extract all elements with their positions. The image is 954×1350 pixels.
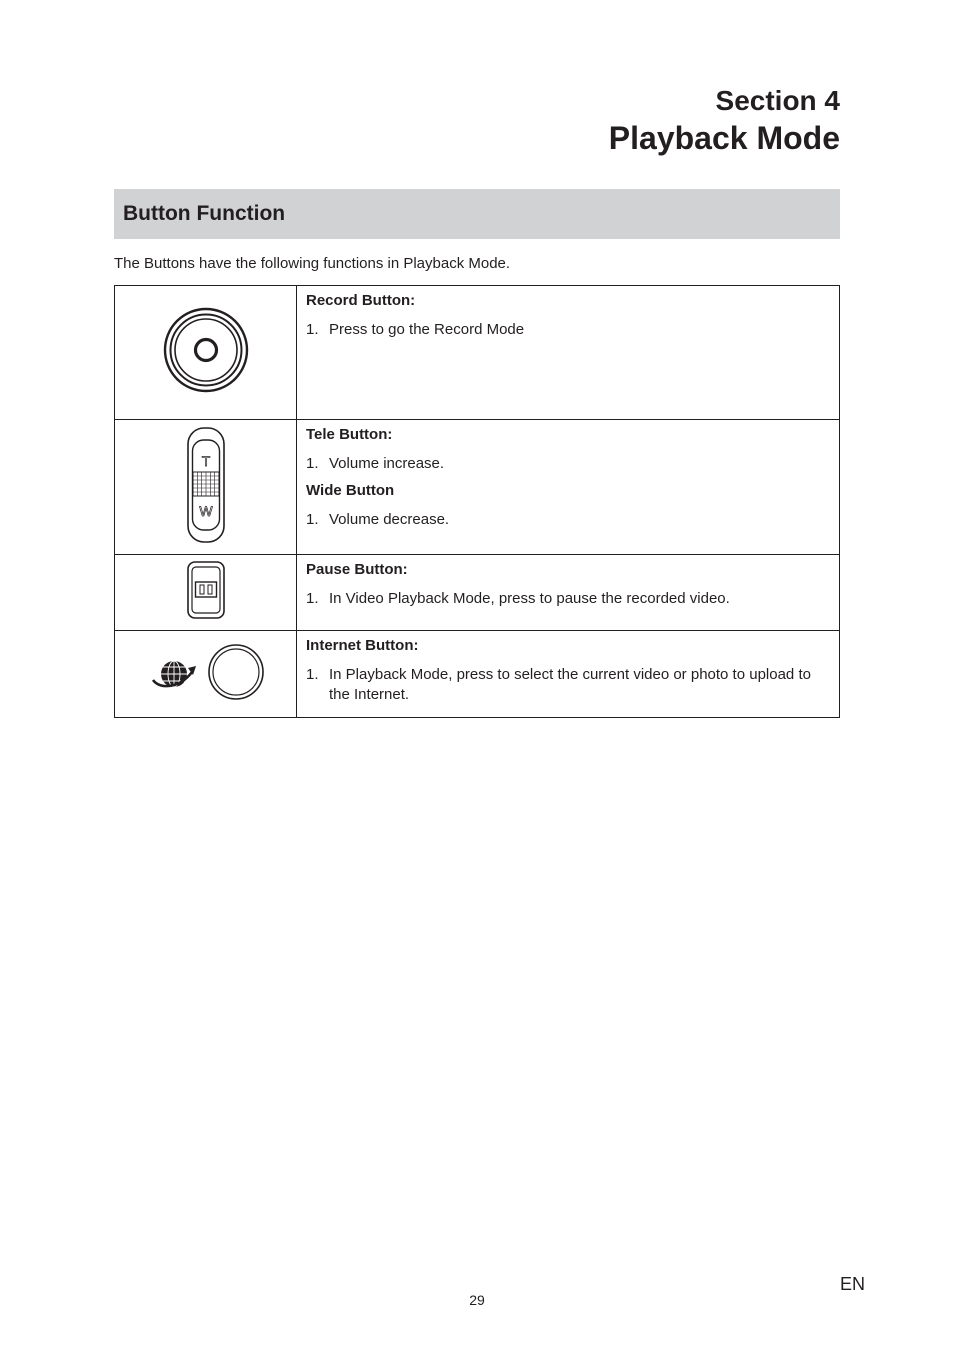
icon-cell — [115, 420, 297, 555]
list-item — [306, 454, 829, 474]
pause-button-icon — [186, 560, 226, 620]
list-item — [306, 665, 829, 705]
tele-wide-button-icon — [186, 426, 226, 544]
subsection-band — [114, 189, 840, 239]
tele-letter: T — [201, 452, 210, 469]
internet-button-icon — [146, 642, 266, 702]
button-label: Record Button: — [306, 292, 416, 309]
list-item — [306, 589, 829, 609]
section-number: Section 4 — [715, 85, 840, 116]
button-label: Internet Button: — [306, 637, 419, 654]
icon-cell — [115, 286, 297, 420]
page-title: Playback Mode — [608, 120, 840, 156]
button-label: Pause Button: — [306, 561, 408, 578]
section-heading — [609, 84, 840, 158]
list-number: 1. — [306, 455, 319, 472]
list-item — [306, 510, 829, 530]
page-number: 29 — [469, 1292, 485, 1308]
table-row — [115, 631, 840, 718]
language-marker: EN — [840, 1274, 866, 1294]
globe-icon — [153, 661, 196, 687]
list-text: Volume increase. — [329, 455, 445, 472]
icon-cell — [115, 555, 297, 631]
table-row — [115, 420, 840, 555]
list-text: In Playback Mode, press to select the current video or photo to upload to the Internet. — [329, 666, 811, 703]
description-cell — [297, 555, 840, 631]
table-row — [115, 286, 840, 420]
button-label: Tele Button: — [306, 426, 393, 443]
button-function-table — [114, 285, 840, 718]
list-text: Volume decrease. — [329, 511, 450, 528]
list-number: 1. — [306, 590, 319, 607]
list-item — [306, 320, 829, 340]
list-number: 1. — [306, 666, 319, 683]
list-number: 1. — [306, 511, 319, 528]
subsection-heading: Button Function — [123, 202, 286, 225]
list-number: 1. — [306, 321, 319, 338]
wide-letter: W — [198, 502, 213, 519]
description-cell — [297, 420, 840, 555]
description-cell — [297, 286, 840, 420]
record-button-icon — [161, 305, 251, 395]
button-label: Wide Button — [306, 482, 395, 499]
icon-cell — [115, 631, 297, 718]
table-row — [115, 555, 840, 631]
list-text: In Video Playback Mode, press to pause the recorded video. — [329, 590, 730, 607]
description-cell — [297, 631, 840, 718]
intro-text: The Buttons have the following functions in Playback Mode. — [114, 255, 511, 272]
list-text: Press to go the Record Mode — [329, 321, 525, 338]
